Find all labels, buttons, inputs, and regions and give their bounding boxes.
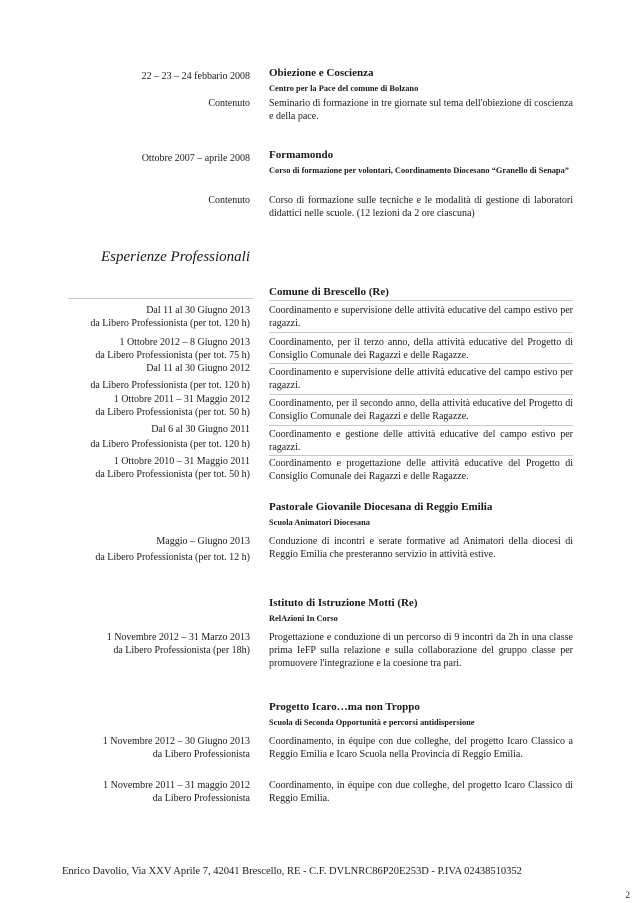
employer-name: Pastorale Giovanile Diocesana di Reggio Emilia	[269, 501, 493, 513]
job-description: Conduzione di incontri e serate formative ad Animatori della diocesi di Reggio Emilia che presteranno servizio in attività estive.	[269, 536, 573, 560]
job-contract: da Libero Professionista (per tot. 120 h)	[90, 318, 250, 329]
job-period: 1 Ottobre 2011 – 31 Maggio 2012	[113, 394, 250, 405]
job-date	[103, 735, 250, 761]
job-date	[95, 455, 250, 481]
job-date	[103, 779, 250, 805]
job-description: Coordinamento e supervisione delle attività educative del campo estivo per ragazzi.	[269, 305, 573, 329]
job-date	[90, 423, 250, 451]
job-period: Dal 11 al 30 Giugno 2012	[146, 363, 250, 374]
right-divider	[269, 455, 573, 456]
entry-organization: Formamondo	[269, 149, 334, 161]
job-description: Coordinamento, in équipe con due colleghe, del progetto Icaro Classico a Reggio Emilia e Icaro Scuola nella Provincia di Reggio Emilia.	[269, 736, 573, 760]
job-description: Progettazione e conduzione di un percorso di 9 incontri da 2h in una classe prima IeFP sulla relazione e sulla collaborazione del gruppo classe per promuovere l'integrazione e la coesione tra pari.	[269, 632, 573, 669]
job-contract: da Libero Professionista (per tot. 50 h)	[95, 469, 250, 480]
job-description: Coordinamento e gestione delle attività educative del campo estivo per ragazzi.	[269, 429, 573, 453]
page-number: 2	[625, 890, 630, 900]
employer-block	[269, 596, 573, 625]
employer-block	[269, 700, 573, 729]
job-description: Coordinamento e progettazione delle attività educative del Progetto di Consiglio Comunale dei Ragazzi e delle Ragazze.	[269, 458, 573, 482]
job-date	[90, 362, 250, 392]
content-text: Corso di formazione sulle tecniche e le modalità di gestione di laboratori didattici nelle scuole. (12 lezioni da 2 ore ciascuna)	[269, 195, 573, 219]
employer-subtitle: Scuola di Seconda Opportunità e percorsi antidispersione	[269, 718, 475, 727]
job-date	[90, 304, 250, 330]
job-contract: da Libero Professionista (per tot. 120 h)	[90, 380, 250, 391]
job-contract: da Libero Professionista	[152, 793, 250, 804]
right-divider	[269, 363, 573, 364]
job-description: Coordinamento e supervisione delle attività educative del campo estivo per ragazzi.	[269, 367, 573, 391]
right-divider	[269, 300, 573, 301]
job-description: Coordinamento, per il secondo anno, della attività educative del Progetto di Consiglio Comunale dei Ragazzi e delle Ragazze.	[269, 398, 573, 422]
content-label: Contenuto	[208, 195, 250, 206]
employer-name: Comune di Brescello (Re)	[269, 286, 389, 298]
entry-date: 22 – 23 – 24 febbario 2008	[141, 71, 250, 82]
job-contract: da Libero Professionista (per tot. 12 h)	[95, 552, 250, 563]
employer-name: Istituto di Istruzione Motti (Re)	[269, 597, 418, 609]
job-description: Coordinamento, per il terzo anno, della attività educative del Progetto di Consiglio Comunale dei Ragazzi e delle Ragazze.	[269, 337, 573, 361]
job-description: Coordinamento, in équipe con due colleghe, del progetto Icaro Classico di Reggio Emilia.	[269, 780, 573, 804]
job-period: Dal 6 al 30 Giugno 2011	[151, 424, 250, 435]
job-period: 1 Ottobre 2012 – 8 Giugno 2013	[119, 337, 250, 348]
job-date	[95, 336, 250, 362]
job-date	[95, 535, 250, 564]
page-footer: Enrico Davolio, Via XXV Aprile 7, 42041 Brescello, RE - C.F. DVLNRC86P20E253D - P.IVA 02438510352	[62, 866, 522, 877]
job-date	[107, 631, 250, 657]
employer-subtitle: RelAzioni In Corso	[269, 614, 338, 623]
job-period: 1 Novembre 2011 – 31 maggio 2012	[103, 780, 250, 791]
content-text: Seminario di formazione in tre giornate sul tema dell'obiezione di coscienza e della pace.	[269, 98, 573, 122]
right-divider	[269, 332, 573, 333]
job-date	[95, 393, 250, 419]
employer-subtitle: Scuola Animatori Diocesana	[269, 518, 370, 527]
section-title: Esperienze Professionali	[100, 249, 250, 265]
entry-subtitle: Corso di formazione per volontari, Coordinamento Diocesano “Granello di Senapa”	[269, 166, 569, 175]
left-divider	[68, 298, 254, 299]
entry-subtitle: Centro per la Pace del comune di Bolzano	[269, 84, 419, 93]
job-period: Dal 11 al 30 Giugno 2013	[146, 305, 250, 316]
job-contract: da Libero Professionista (per tot. 120 h)	[90, 439, 250, 450]
job-period: 1 Ottobre 2010 – 31 Maggio 2011	[113, 456, 250, 467]
right-divider	[269, 425, 573, 426]
entry-date: Ottobre 2007 – aprile 2008	[141, 153, 250, 164]
job-period: 1 Novembre 2012 – 31 Marzo 2013	[106, 632, 250, 643]
job-contract: da Libero Professionista (per tot. 50 h)	[95, 407, 250, 418]
employer-name: Progetto Icaro…ma non Troppo	[269, 701, 420, 713]
job-contract: da Libero Professionista	[152, 749, 250, 760]
entry-organization: Obiezione e Coscienza	[269, 67, 374, 79]
entry-block	[269, 66, 573, 95]
job-period: 1 Novembre 2012 – 30 Giugno 2013	[102, 736, 250, 747]
job-period: Maggio – Giugno 2013	[156, 536, 250, 547]
employer-block	[269, 500, 573, 529]
entry-block	[269, 148, 573, 177]
content-label: Contenuto	[208, 98, 250, 109]
right-divider	[269, 394, 573, 395]
job-contract: da Libero Professionista (per tot. 75 h)	[95, 350, 250, 361]
job-contract: da Libero Professionista (per 18h)	[113, 645, 250, 656]
